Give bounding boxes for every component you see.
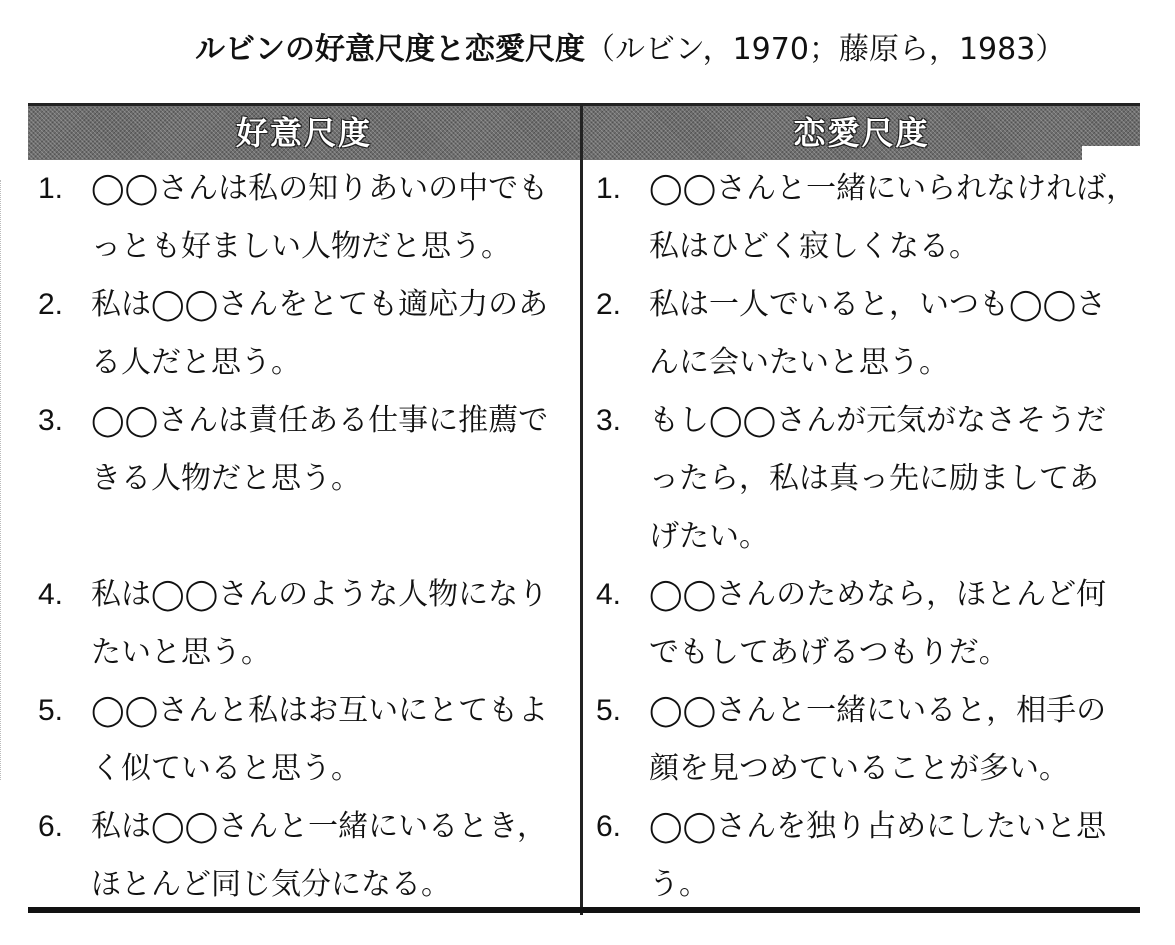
liking-item-line: ◯◯さんと私はお互いにとてもよ	[91, 693, 549, 728]
love-item-line: ◯◯さんと一緒にいると，相手の	[649, 693, 1107, 728]
liking-item-text	[91, 798, 573, 914]
love-item-line: んに会いたいと思う。	[649, 345, 949, 380]
liking-item-line: 私は◯◯さんをとても適応力のあ	[91, 287, 549, 322]
love-item-line: ったら，私は真っ先に励ましてあ	[649, 461, 1099, 496]
love-item-text	[649, 276, 1136, 392]
love-item-number: 6.	[596, 810, 622, 843]
love-item-number: 5.	[596, 694, 622, 727]
liking-item-line: く似ていると思う。	[91, 751, 361, 786]
liking-item-line: ほとんど同じ気分になる。	[91, 867, 451, 902]
love-item-line: ◯◯さんと一緒にいられなければ，	[649, 171, 1137, 206]
table-header	[28, 103, 1140, 160]
love-item-line: ◯◯さんを独り占めにしたいと思	[649, 809, 1107, 844]
love-item-text	[649, 566, 1136, 682]
love-item-text	[649, 160, 1136, 276]
bottom-rule	[28, 907, 1140, 913]
liking-item-number: 5.	[38, 694, 64, 727]
liking-item-line: ◯◯さんは責任ある仕事に推薦で	[91, 403, 549, 438]
love-item-text	[649, 798, 1136, 914]
liking-item-number: 3.	[38, 404, 64, 437]
liking-item-number: 2.	[38, 288, 64, 321]
love-item-line: う。	[649, 867, 709, 902]
margin-dots	[0, 180, 5, 780]
love-item-number: 3.	[596, 404, 622, 437]
liking-item-text	[91, 682, 573, 798]
title-main: ルビンの好意尺度と恋愛尺度	[195, 32, 585, 67]
liking-item-text	[91, 276, 573, 392]
header-notch	[1082, 146, 1140, 160]
love-item-text	[649, 392, 1136, 566]
love-item-line: 私は一人でいると，いつも◯◯さ	[649, 287, 1107, 322]
column-divider	[580, 103, 583, 915]
liking-item-number: 1.	[38, 172, 64, 205]
liking-item-line: る人だと思う。	[91, 345, 301, 380]
love-item-line: 顔を見つめていることが多い。	[649, 751, 1069, 786]
header-love-scale: 恋愛尺度	[793, 114, 930, 152]
love-item-line: ◯◯さんのためなら，ほとんど何	[649, 577, 1107, 612]
liking-item-text	[91, 160, 573, 276]
scale-table	[28, 103, 1140, 915]
liking-item-number: 4.	[38, 578, 64, 611]
love-item-line: もし◯◯さんが元気がなさそうだ	[649, 403, 1107, 438]
love-item-line: げたい。	[649, 519, 769, 554]
page-title	[195, 30, 1155, 70]
title-citation: （ルビン，1970；藤原ら，1983）	[585, 32, 1066, 67]
liking-item-line: たいと思う。	[91, 635, 271, 670]
header-liking-scale: 好意尺度	[235, 114, 372, 152]
liking-item-line: 私は◯◯さんのような人物になり	[91, 577, 549, 612]
love-item-line: 私はひどく寂しくなる。	[649, 229, 979, 264]
liking-item-text	[91, 392, 573, 508]
liking-item-text	[91, 566, 573, 682]
love-item-number: 2.	[596, 288, 622, 321]
liking-item-line: ◯◯さんは私の知りあいの中でも	[91, 171, 549, 206]
liking-item-line: っとも好ましい人物だと思う。	[91, 229, 511, 264]
liking-item-number: 6.	[38, 810, 64, 843]
love-item-text	[649, 682, 1136, 798]
love-item-line: でもしてあげるつもりだ。	[649, 635, 1009, 670]
liking-item-line: 私は◯◯さんと一緒にいるとき，	[91, 809, 547, 844]
love-item-number: 1.	[596, 172, 622, 205]
love-item-number: 4.	[596, 578, 622, 611]
liking-item-line: きる人物だと思う。	[91, 461, 361, 496]
